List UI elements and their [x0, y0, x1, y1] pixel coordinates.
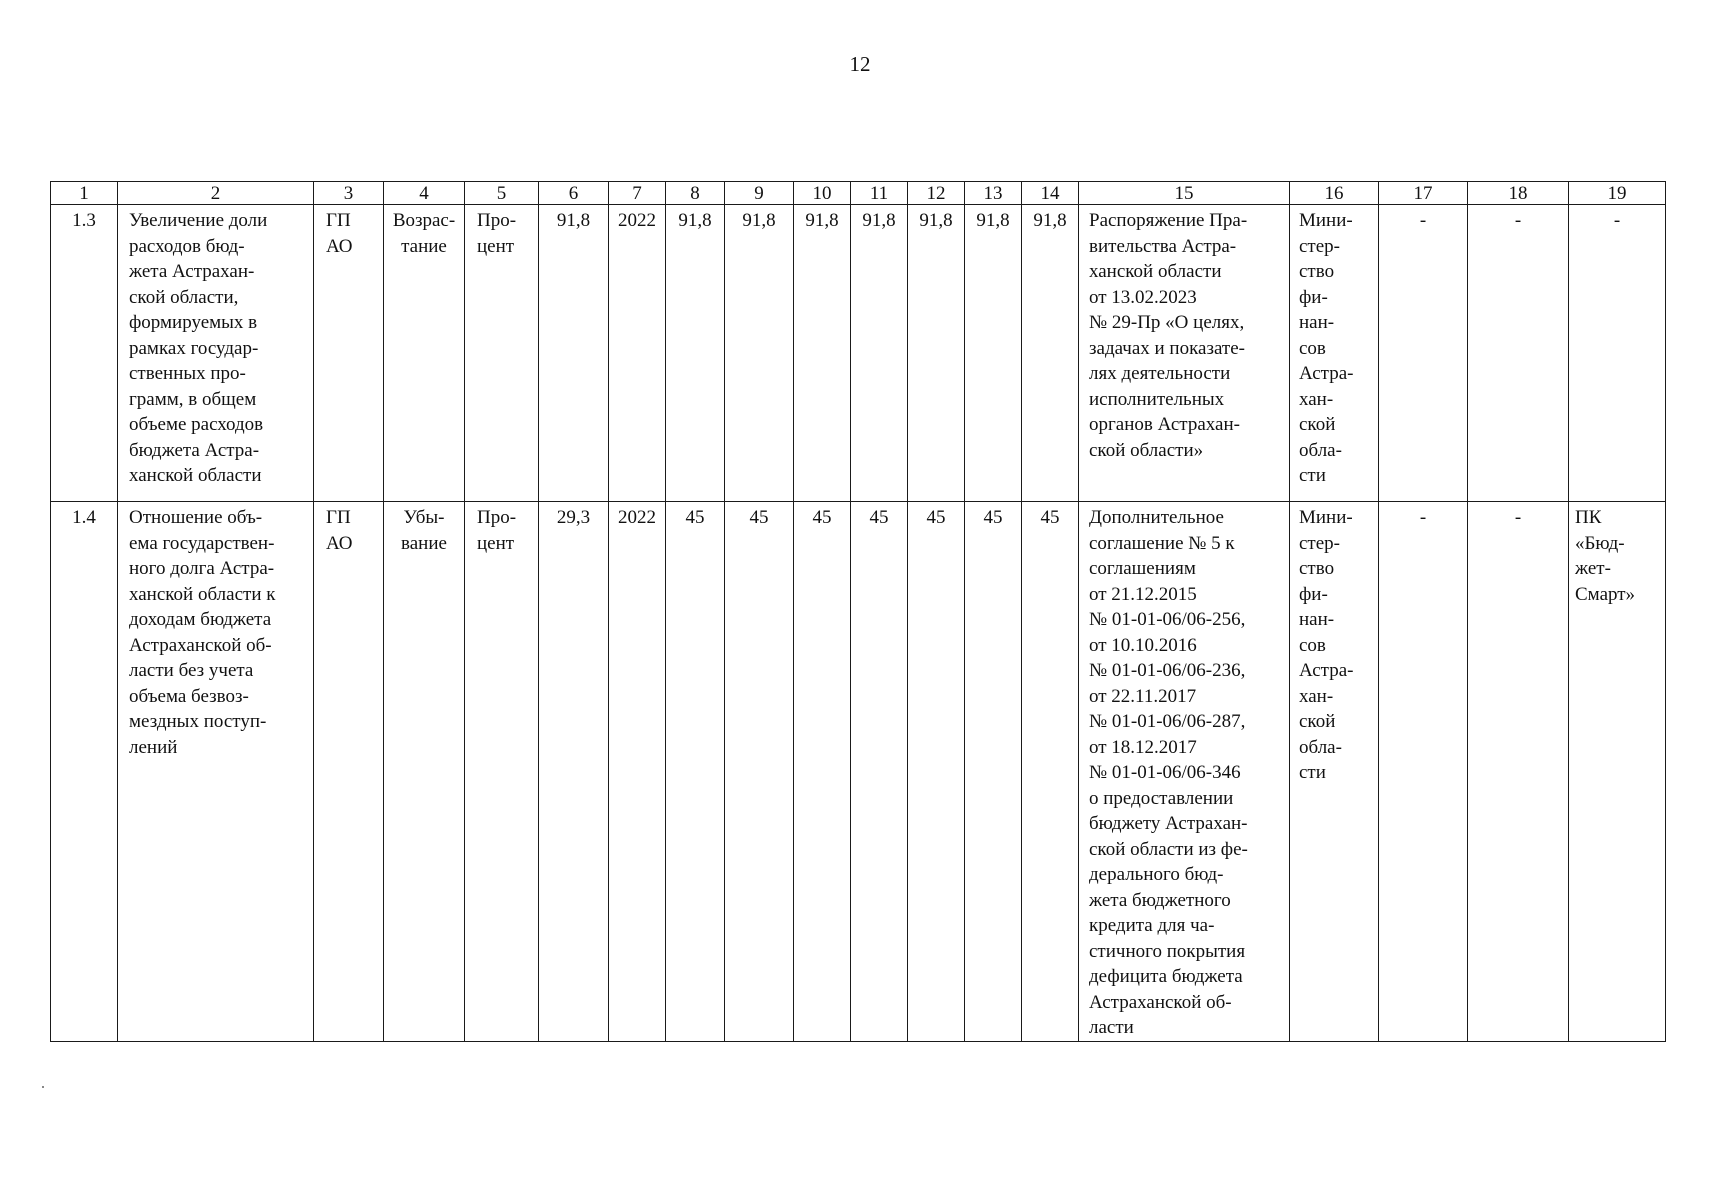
scan-speck — [42, 1086, 44, 1088]
column-number-row — [51, 182, 1666, 205]
column-number-15: 15 — [1079, 182, 1290, 205]
column-number-5: 5 — [465, 182, 539, 205]
column-number-1: 1 — [51, 182, 118, 205]
column-number-7: 7 — [609, 182, 666, 205]
table-row — [51, 502, 1666, 1042]
indicators-table — [50, 181, 1666, 1042]
value-col-10: 91,8 — [794, 205, 851, 502]
legal-basis: Дополнительное соглашение № 5 к соглашениям от 21.12.2015 № 01-01-06/06-256, от 10.10.2016 № 01-01-06/06-236, от 22.11.2017 № 01-01-06/06-287, от 18.12.2017 № 01-01-06/06-346 о предоставлении бюджету Астрахан- ской области из фе- дерального бюд- жета бюджетного кредита для ча- стичного покрытия дефицита бюджета Астраханской об- ласти — [1079, 502, 1290, 1042]
indicator-level: ГП АО — [314, 502, 384, 1042]
value-col-13: 45 — [965, 502, 1022, 1042]
column-number-6: 6 — [539, 182, 609, 205]
column-number-3: 3 — [314, 182, 384, 205]
indicator-direction: Возрас- тание — [384, 205, 465, 502]
indicator-name: Увеличение доли расходов бюд- жета Астрахан- ской области, формируемых в рамках государ- ственных про- грамм, в общем объеме расходов бюджета Астра- ханской области — [118, 205, 314, 502]
column-number-11: 11 — [851, 182, 908, 205]
column-18-value: - — [1468, 205, 1569, 502]
column-number-14: 14 — [1022, 182, 1079, 205]
value-col-8: 45 — [666, 502, 725, 1042]
page-number: 12 — [849, 52, 871, 76]
value-col-9: 45 — [725, 502, 794, 1042]
column-number-12: 12 — [908, 182, 965, 205]
responsible-body: Мини- стер- ство фи- нан- сов Астра- хан- ской обла- сти — [1290, 205, 1379, 502]
indicator-level: ГП АО — [314, 205, 384, 502]
column-number-18: 18 — [1468, 182, 1569, 205]
value-col-12: 91,8 — [908, 205, 965, 502]
base-value: 29,3 — [539, 502, 609, 1042]
column-number-19: 19 — [1569, 182, 1666, 205]
column-number-13: 13 — [965, 182, 1022, 205]
value-col-11: 91,8 — [851, 205, 908, 502]
table-row — [51, 205, 1666, 502]
base-year: 2022 — [609, 502, 666, 1042]
indicator-unit: Про- цент — [465, 502, 539, 1042]
indicator-direction: Убы- вание — [384, 502, 465, 1042]
column-number-8: 8 — [666, 182, 725, 205]
value-col-14: 91,8 — [1022, 205, 1079, 502]
column-19-value: - — [1569, 205, 1666, 502]
column-number-17: 17 — [1379, 182, 1468, 205]
value-col-14: 45 — [1022, 502, 1079, 1042]
column-number-2: 2 — [118, 182, 314, 205]
value-col-12: 45 — [908, 502, 965, 1042]
column-number-4: 4 — [384, 182, 465, 205]
row-id: 1.3 — [51, 205, 118, 502]
value-col-13: 91,8 — [965, 205, 1022, 502]
row-id: 1.4 — [51, 502, 118, 1042]
value-col-10: 45 — [794, 502, 851, 1042]
column-17-value: - — [1379, 502, 1468, 1042]
column-number-16: 16 — [1290, 182, 1379, 205]
base-value: 91,8 — [539, 205, 609, 502]
column-number-9: 9 — [725, 182, 794, 205]
column-number-10: 10 — [794, 182, 851, 205]
column-17-value: - — [1379, 205, 1468, 502]
data-source-system: ПК «Бюд- жет- Смарт» — [1569, 502, 1666, 1042]
base-year: 2022 — [609, 205, 666, 502]
value-col-9: 91,8 — [725, 205, 794, 502]
legal-basis: Распоряжение Пра- вительства Астра- ханской области от 13.02.2023 № 29-Пр «О целях, задачах и показате- лях деятельности исполнительных органов Астрахан- ской области» — [1079, 205, 1290, 502]
responsible-body: Мини- стер- ство фи- нан- сов Астра- хан- ской обла- сти — [1290, 502, 1379, 1042]
value-col-8: 91,8 — [666, 205, 725, 502]
indicator-unit: Про- цент — [465, 205, 539, 502]
value-col-11: 45 — [851, 502, 908, 1042]
indicator-name: Отношение объ- ема государствен- ного долга Астра- ханской области к доходам бюджета Астраханской об- ласти без учета объема безвоз- мездных поступ- лений — [118, 502, 314, 1042]
column-18-value: - — [1468, 502, 1569, 1042]
